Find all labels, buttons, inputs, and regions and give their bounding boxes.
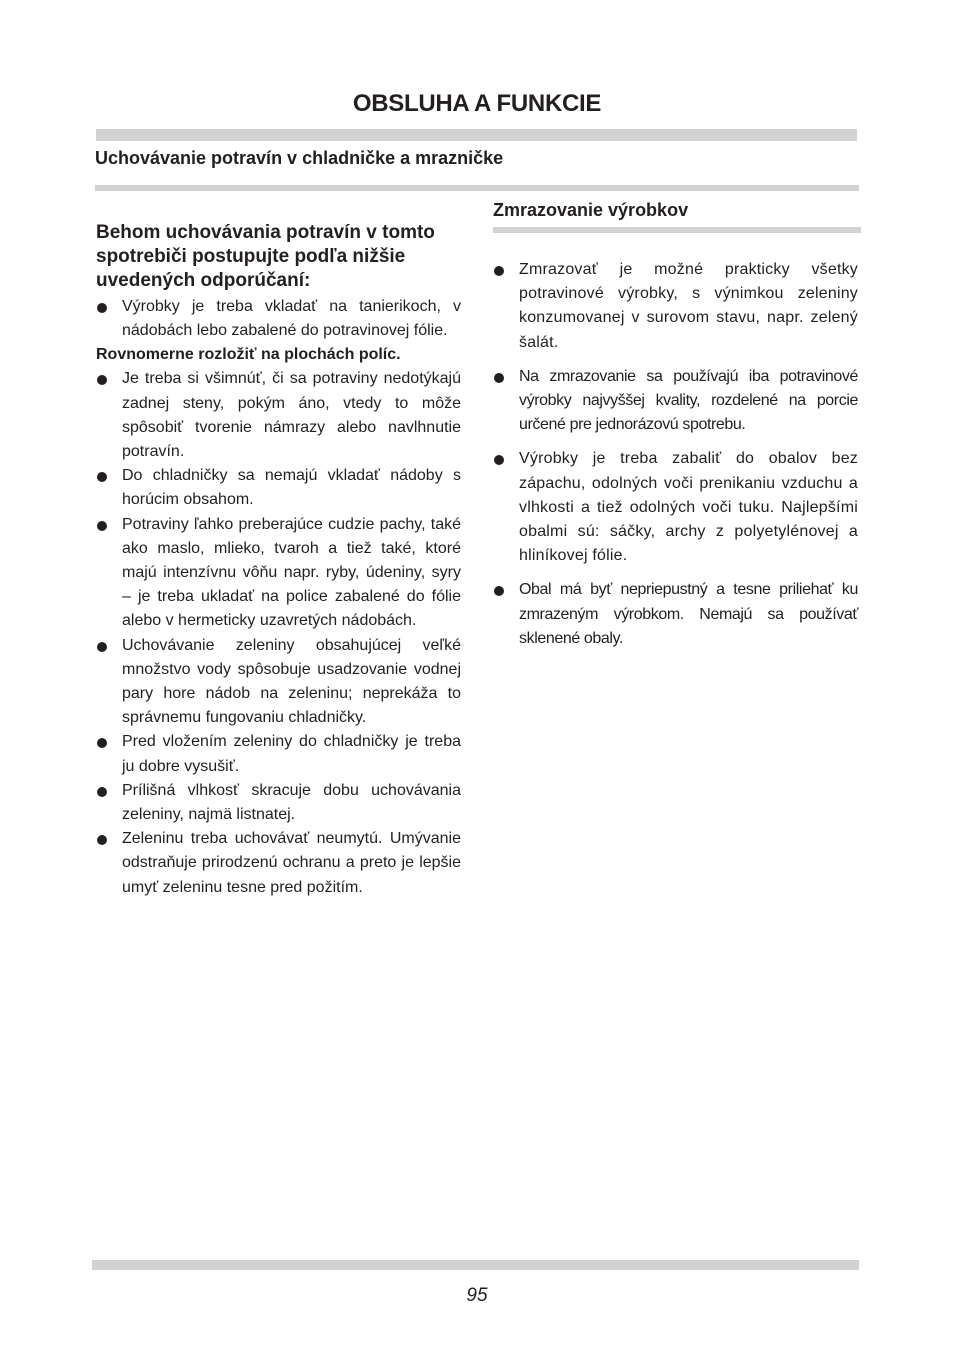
- list-a: [96, 295, 461, 343]
- list-item: Zmrazovať je možné prakticky všetky potravinové výrobky, s výnimkou zeleniny konzumovanej v surovom stavu, napr. zelený šalát.: [493, 258, 858, 355]
- bullet-icon: [97, 642, 107, 652]
- bullet-icon: [97, 472, 107, 482]
- bullet-icon: [494, 586, 504, 596]
- bullet-icon: [97, 738, 107, 748]
- list-item: Výrobky je treba zabaliť do obalov bez zápachu, odolných voči prenikaniu vzduchu a vlhkosti a tiež odolných voči tuku. Najlepšími obalmi sú: sáčky, archy z polyetylénovej a hliníkovej fólie.: [493, 447, 858, 568]
- right-section-title: Zmrazovanie výrobkov: [493, 200, 689, 220]
- bullet-icon: [97, 303, 107, 313]
- list-item: Pred vložením zeleniny do chladničky je treba ju dobre vysušiť.: [96, 730, 461, 778]
- page-title: OBSLUHA A FUNKCIE: [352, 90, 602, 117]
- right-section-rule: [493, 227, 861, 233]
- list-item: Do chladničky sa nemajú vkladať nádoby s horúcim obsahom.: [96, 464, 461, 512]
- bullet-icon: [494, 266, 504, 276]
- list-item: Na zmrazovanie sa používajú iba potravinové výrobky najvyššej kvality, rozdelené na porcie určené pre jednorázovú spotrebu.: [493, 365, 858, 438]
- section-rule: [95, 185, 859, 191]
- list-item: Zeleninu treba uchovávať neumytú. Umývanie odstraňuje prirodzenú ochranu a preto je lepšie umyť zeleninu tesne pred požitím.: [96, 827, 461, 900]
- bullet-icon: [97, 521, 107, 531]
- list-item: Prílišná vlhkosť skracuje dobu uchovávania zeleniny, najmä listnatej.: [96, 779, 461, 827]
- bullet-icon: [494, 455, 504, 465]
- bullet-icon: [97, 375, 107, 385]
- list-b: [96, 367, 461, 899]
- list-item: Obal má byť nepriepustný a tesne priliehať ku zmrazeným výrobkom. Nemajú sa používať sklenené obaly.: [493, 578, 858, 651]
- list-item: Je treba si všimnúť, či sa potraviny nedotýkajú zadnej steny, pokým áno, vtedy to môže spôsobiť tvorenie námrazy alebo navlhnutie potravín.: [96, 367, 461, 464]
- bullet-icon: [97, 787, 107, 797]
- right-column: [493, 198, 858, 661]
- bullet-icon: [97, 835, 107, 845]
- footer-rule: [92, 1260, 859, 1270]
- section-title: Uchovávanie potravín v chladničke a mrazničke: [95, 148, 504, 168]
- freezing-list: [493, 258, 858, 651]
- list-item: Výrobky je treba vkladať na tanierikoch, v nádobách lebo zabalené do potravinovej fólie.: [96, 295, 461, 343]
- list-item: Potraviny ľahko preberajúce cudzie pachy, také ako maslo, mlieko, tvaroh a tiež také, ktoré majú intenzívnu vôňu napr. ryby, údeniny, syry – je treba ukladať na police zabalené do fólie alebo v hermeticky uzavretých nádobách.: [96, 513, 461, 634]
- intro-text: Behom uchovávania potravín v tomto spotrebiči postupujte podľa nižšie uvedených odporúčaní:: [96, 222, 435, 291]
- title-rule: [96, 129, 857, 141]
- left-column: [96, 221, 461, 900]
- subheading: Rovnomerne rozložiť na plochách políc.: [96, 346, 401, 364]
- page-number: 95: [466, 1285, 488, 1306]
- bullet-icon: [494, 373, 504, 383]
- list-item: Uchovávanie zeleniny obsahujúcej veľké množstvo vody spôsobuje usadzovanie vodnej pary hore nádob na zeleninu; neprekáža to správnemu fungovaniu chladničky.: [96, 634, 461, 731]
